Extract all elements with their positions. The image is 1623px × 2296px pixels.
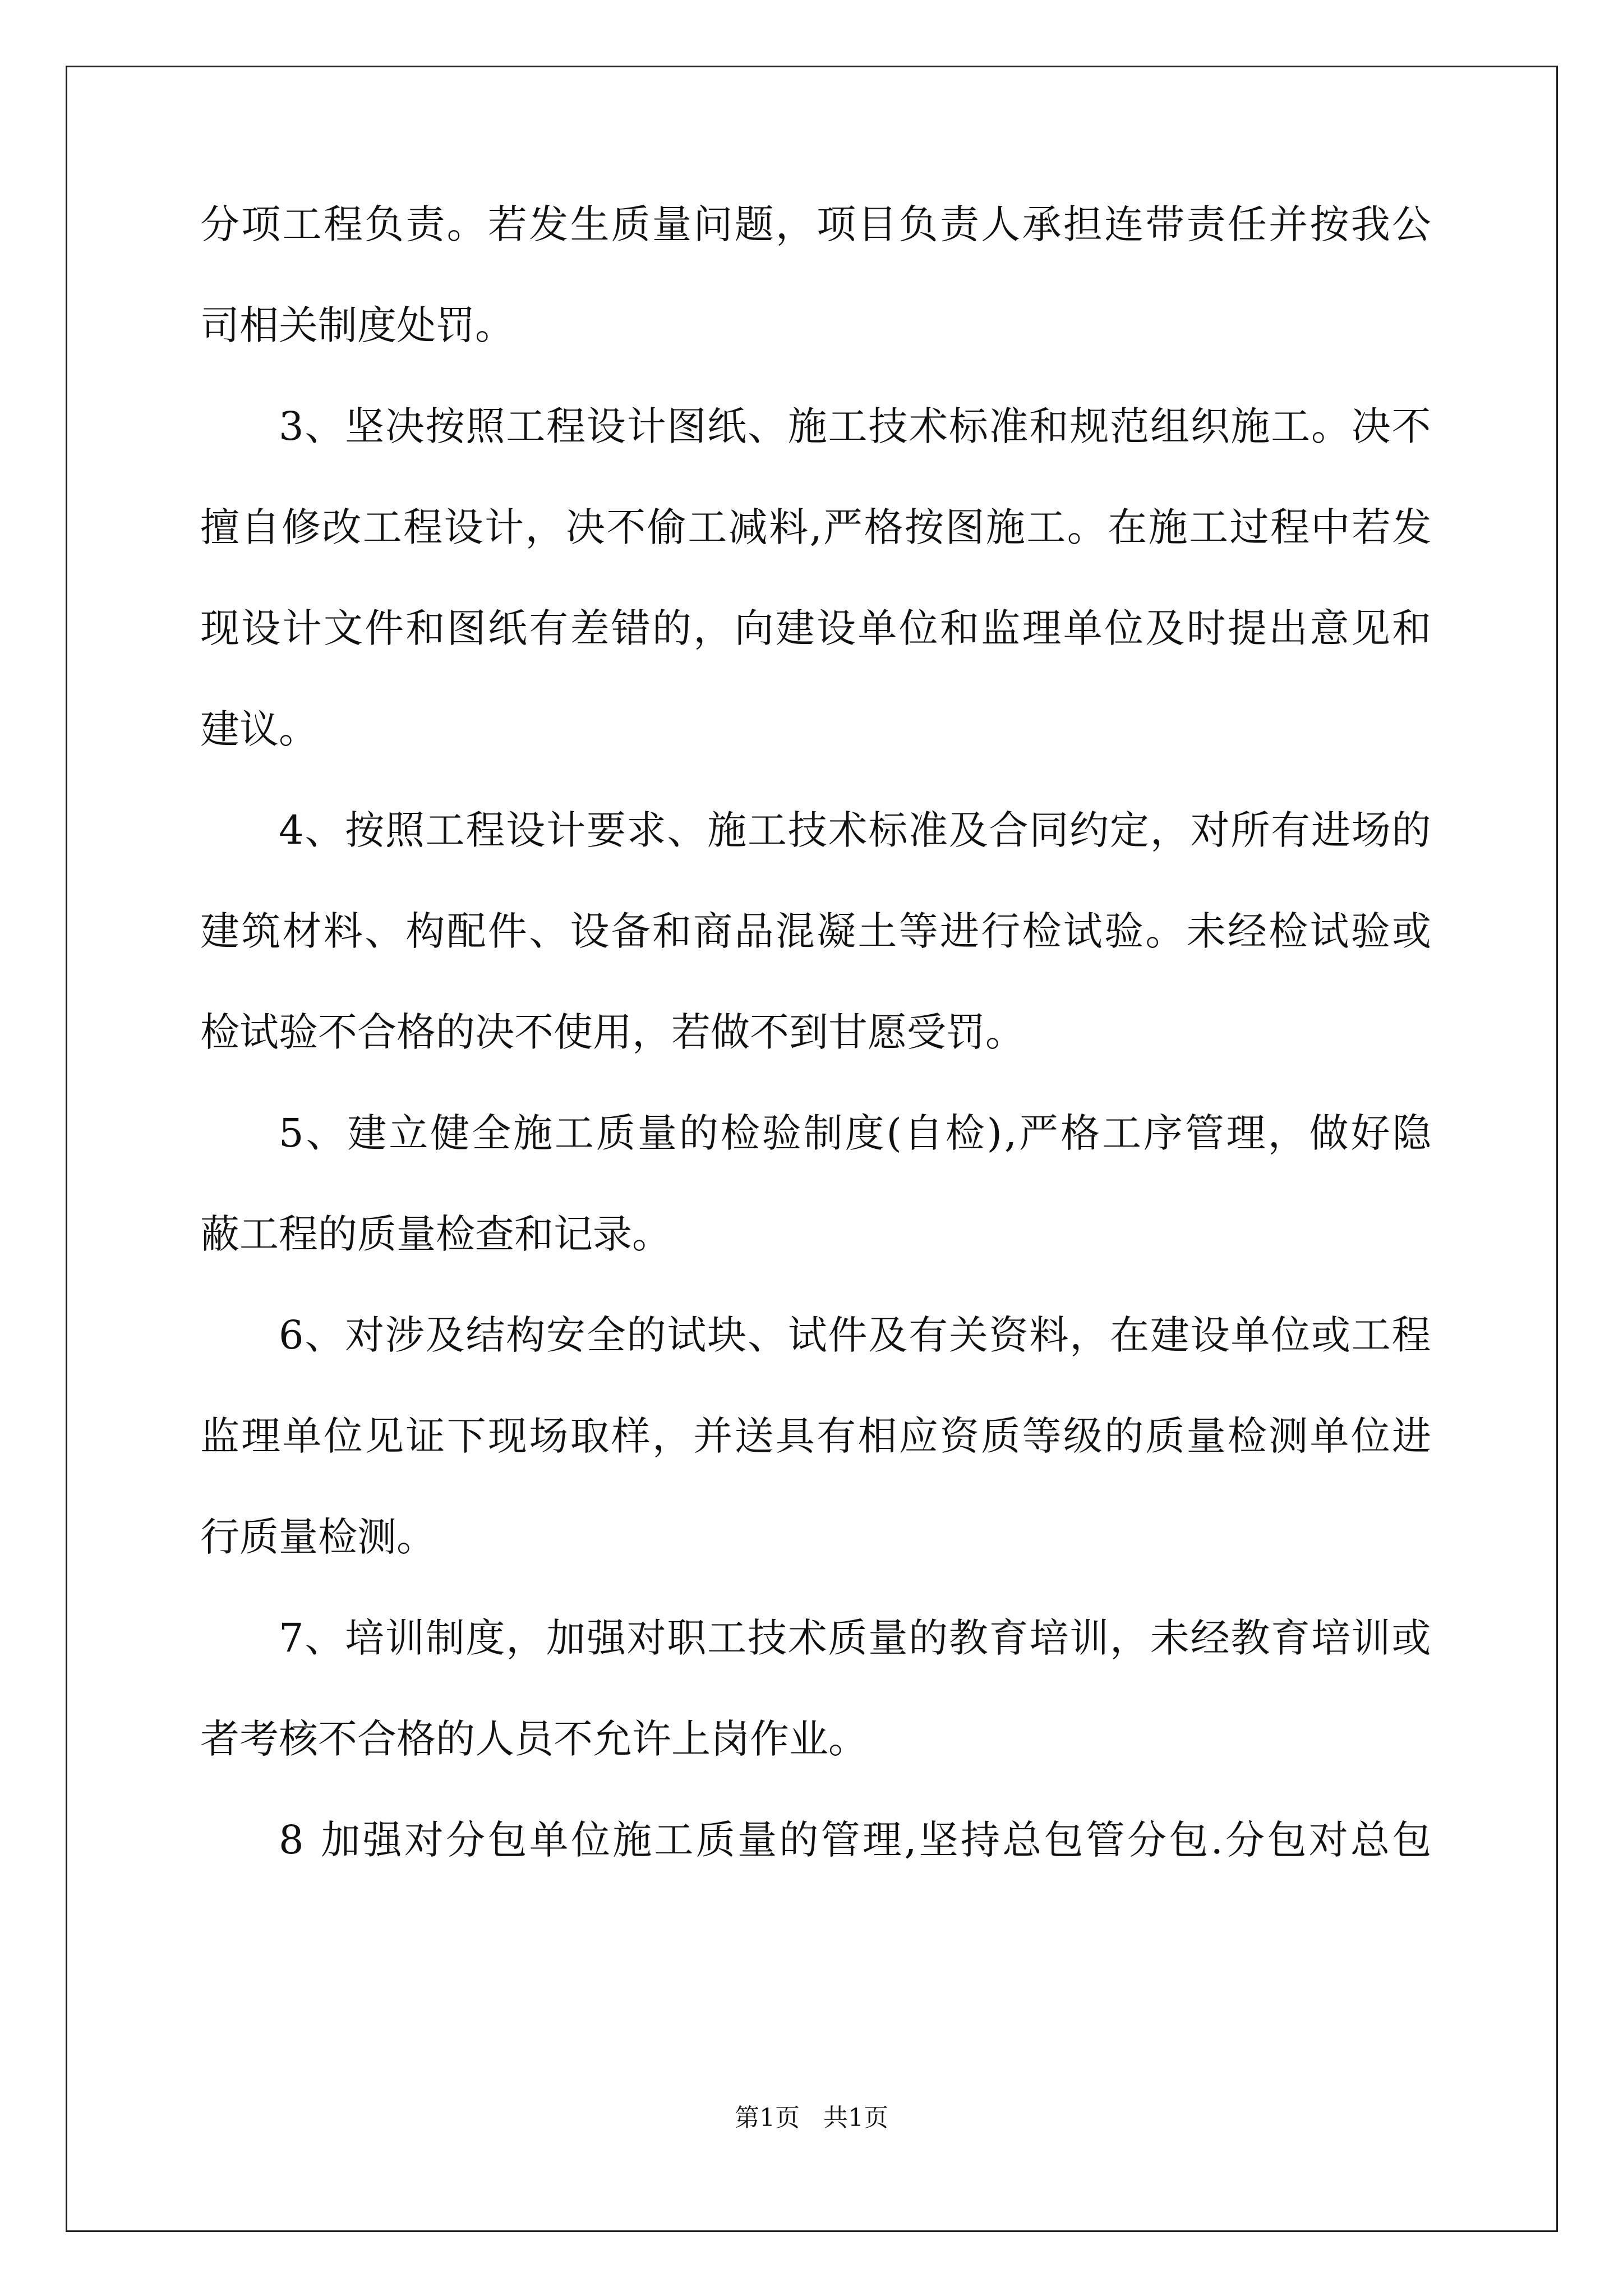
paragraph-4-line-1: 5、建立健全施工质量的检验制度(自检),严格工序管理，做好隐 [279, 1110, 1434, 1156]
paragraph-2-line-1: 3、坚决按照工程设计图纸、施工技术标准和规范组织施工。决不 [279, 403, 1432, 449]
paragraph-3-line-3: 检试验不合格的决不使用，若做不到甘愿受罚。 [200, 1009, 1025, 1055]
page-footer: 第1页 共1页 [735, 2104, 888, 2132]
paragraph-6-line-2: 者考核不合格的人员不允许上岗作业。 [200, 1716, 868, 1762]
paragraph-1-line-1: 分项工程负责。若发生质量问题，项目负责人承担连带责任并按我公 [200, 201, 1433, 247]
paragraph-3-line-1: 4、按照工程设计要求、施工技术标准及合同约定，对所有进场的 [279, 807, 1432, 853]
paragraph-7-line-1: 8 加强对分包单位施工质量的管理,坚持总包管分包.分包对总包 [279, 1817, 1434, 1863]
paragraph-4-line-2: 蔽工程的质量检查和记录。 [200, 1211, 671, 1257]
paragraph-5-line-2: 监理单位见证下现场取样，并送具有相应资质等级的质量检测单位进 [200, 1413, 1433, 1459]
paragraph-5-line-3: 行质量检测。 [200, 1514, 436, 1560]
paragraph-3-line-2: 建筑材料、构配件、设备和商品混凝土等进行检试验。未经检试验或 [200, 908, 1433, 954]
paragraph-5-line-1: 6、对涉及结构安全的试块、试件及有关资料，在建设单位或工程 [279, 1312, 1432, 1358]
paragraph-1-line-2: 司相关制度处罚。 [200, 302, 514, 348]
paragraph-2-line-3: 现设计文件和图纸有差错的，向建设单位和监理单位及时提出意见和 [200, 605, 1433, 651]
paragraph-6-line-1: 7、培训制度，加强对职工技术质量的教育培训，未经教育培训或 [279, 1615, 1432, 1661]
paragraph-2-line-2: 擅自修改工程设计，决不偷工减料,严格按图施工。在施工过程中若发 [200, 504, 1433, 550]
paragraph-2-line-4: 建议。 [200, 706, 318, 752]
